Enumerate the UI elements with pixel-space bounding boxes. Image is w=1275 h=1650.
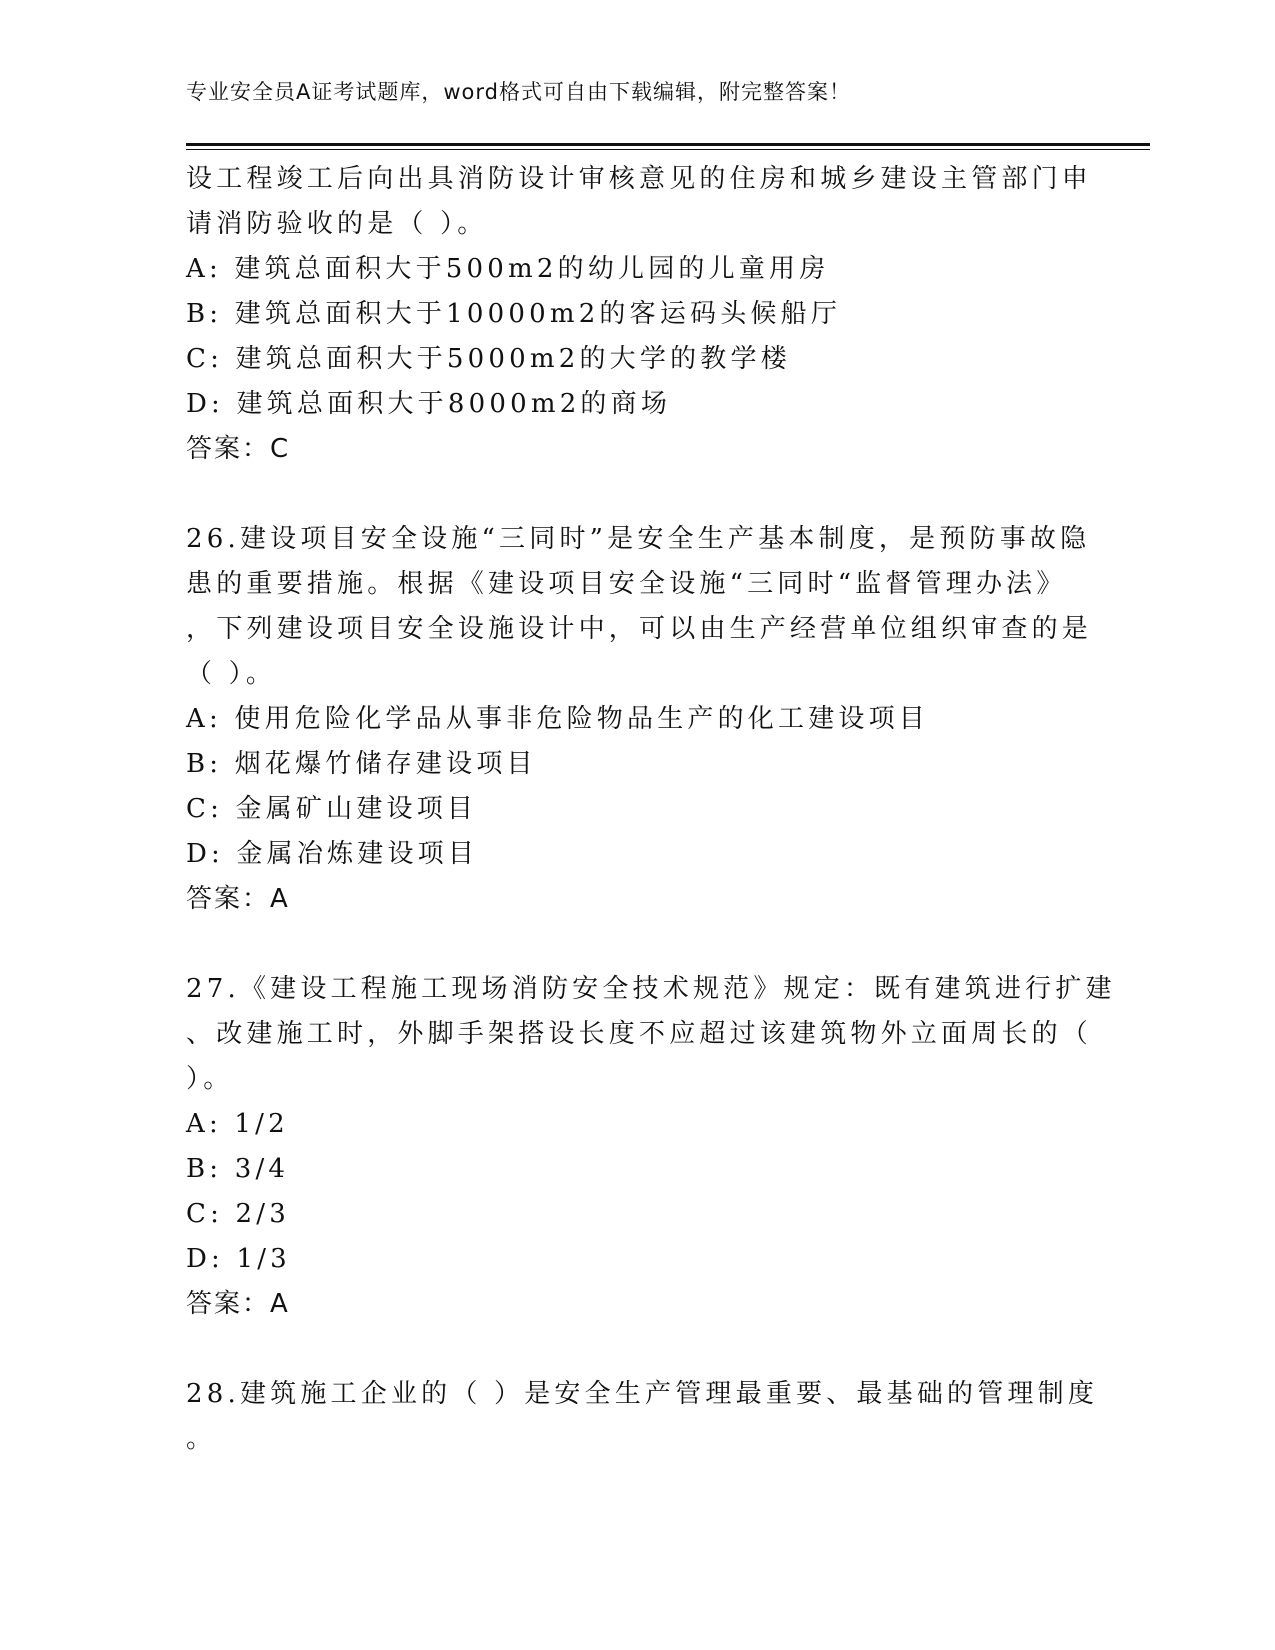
option-a: A: 建筑总面积大于500m2的幼儿园的儿童用房 — [186, 254, 830, 284]
question-25 — [186, 157, 1096, 472]
question-stem-line: 。 — [186, 1424, 217, 1454]
page-header: 专业安全员A证考试题库，word格式可自由下载编辑，附完整答案！ — [186, 80, 851, 104]
question-stem-line: 设工程竣工后向出具消防设计审核意见的住房和城乡建设主管部门申 — [186, 164, 1093, 194]
option-b: B: 建筑总面积大于10000m2的客运码头候船厅 — [186, 299, 842, 329]
question-stem-line: ）。 — [186, 1064, 234, 1094]
option-d: D: 1/3 — [186, 1244, 291, 1274]
option-c: C: 建筑总面积大于5000m2的大学的教学楼 — [186, 344, 791, 374]
option-b: B: 烟花爆竹储存建设项目 — [186, 749, 537, 779]
option-d: D: 金属冶炼建设项目 — [186, 839, 479, 869]
header-rule-thick — [186, 143, 1150, 146]
question-stem-line: 28.建筑施工企业的（ ）是安全生产管理最重要、最基础的管理制度 — [186, 1379, 1099, 1409]
question-stem-line: 27.《建设工程施工现场消防安全技术规范》规定：既有建筑进行扩建 — [186, 974, 1116, 1004]
question-26 — [186, 517, 1096, 922]
option-d: D: 建筑总面积大于8000m2的商场 — [186, 389, 672, 419]
option-c: C: 金属矿山建设项目 — [186, 794, 478, 824]
answer-line: 答案：A — [186, 1289, 290, 1319]
question-stem-line: 、改建施工时，外脚手架搭设长度不应超过该建筑物外立面周长的（ — [186, 1019, 1093, 1049]
spacer — [186, 472, 1096, 517]
answer-line: 答案：A — [186, 884, 290, 914]
spacer — [186, 922, 1096, 967]
question-stem-line: ，下列建设项目安全设施设计中，可以由生产经营单位组织审查的是 — [186, 614, 1093, 644]
question-28 — [186, 1372, 1099, 1462]
option-c: C: 2/3 — [186, 1199, 290, 1229]
option-b: B: 3/4 — [186, 1154, 290, 1184]
question-stem-line: 请消防验收的是（ ）。 — [186, 209, 488, 239]
question-content — [186, 157, 1116, 1462]
spacer — [186, 1327, 1096, 1372]
answer-line: 答案：C — [186, 434, 291, 464]
header-rule-thin — [186, 149, 1150, 150]
question-stem-line: 26.建设项目安全设施“三同时”是安全生产基本制度，是预防事故隐 — [186, 524, 1091, 554]
question-stem-line: 患的重要措施。根据《建设项目安全设施“三同时“监督管理办法》 — [186, 569, 1067, 599]
option-a: A: 1/2 — [186, 1109, 289, 1139]
question-stem-line: （ ）。 — [186, 659, 277, 689]
question-27 — [186, 967, 1116, 1327]
option-a: A: 使用危险化学品从事非危险物品生产的化工建设项目 — [186, 704, 930, 734]
